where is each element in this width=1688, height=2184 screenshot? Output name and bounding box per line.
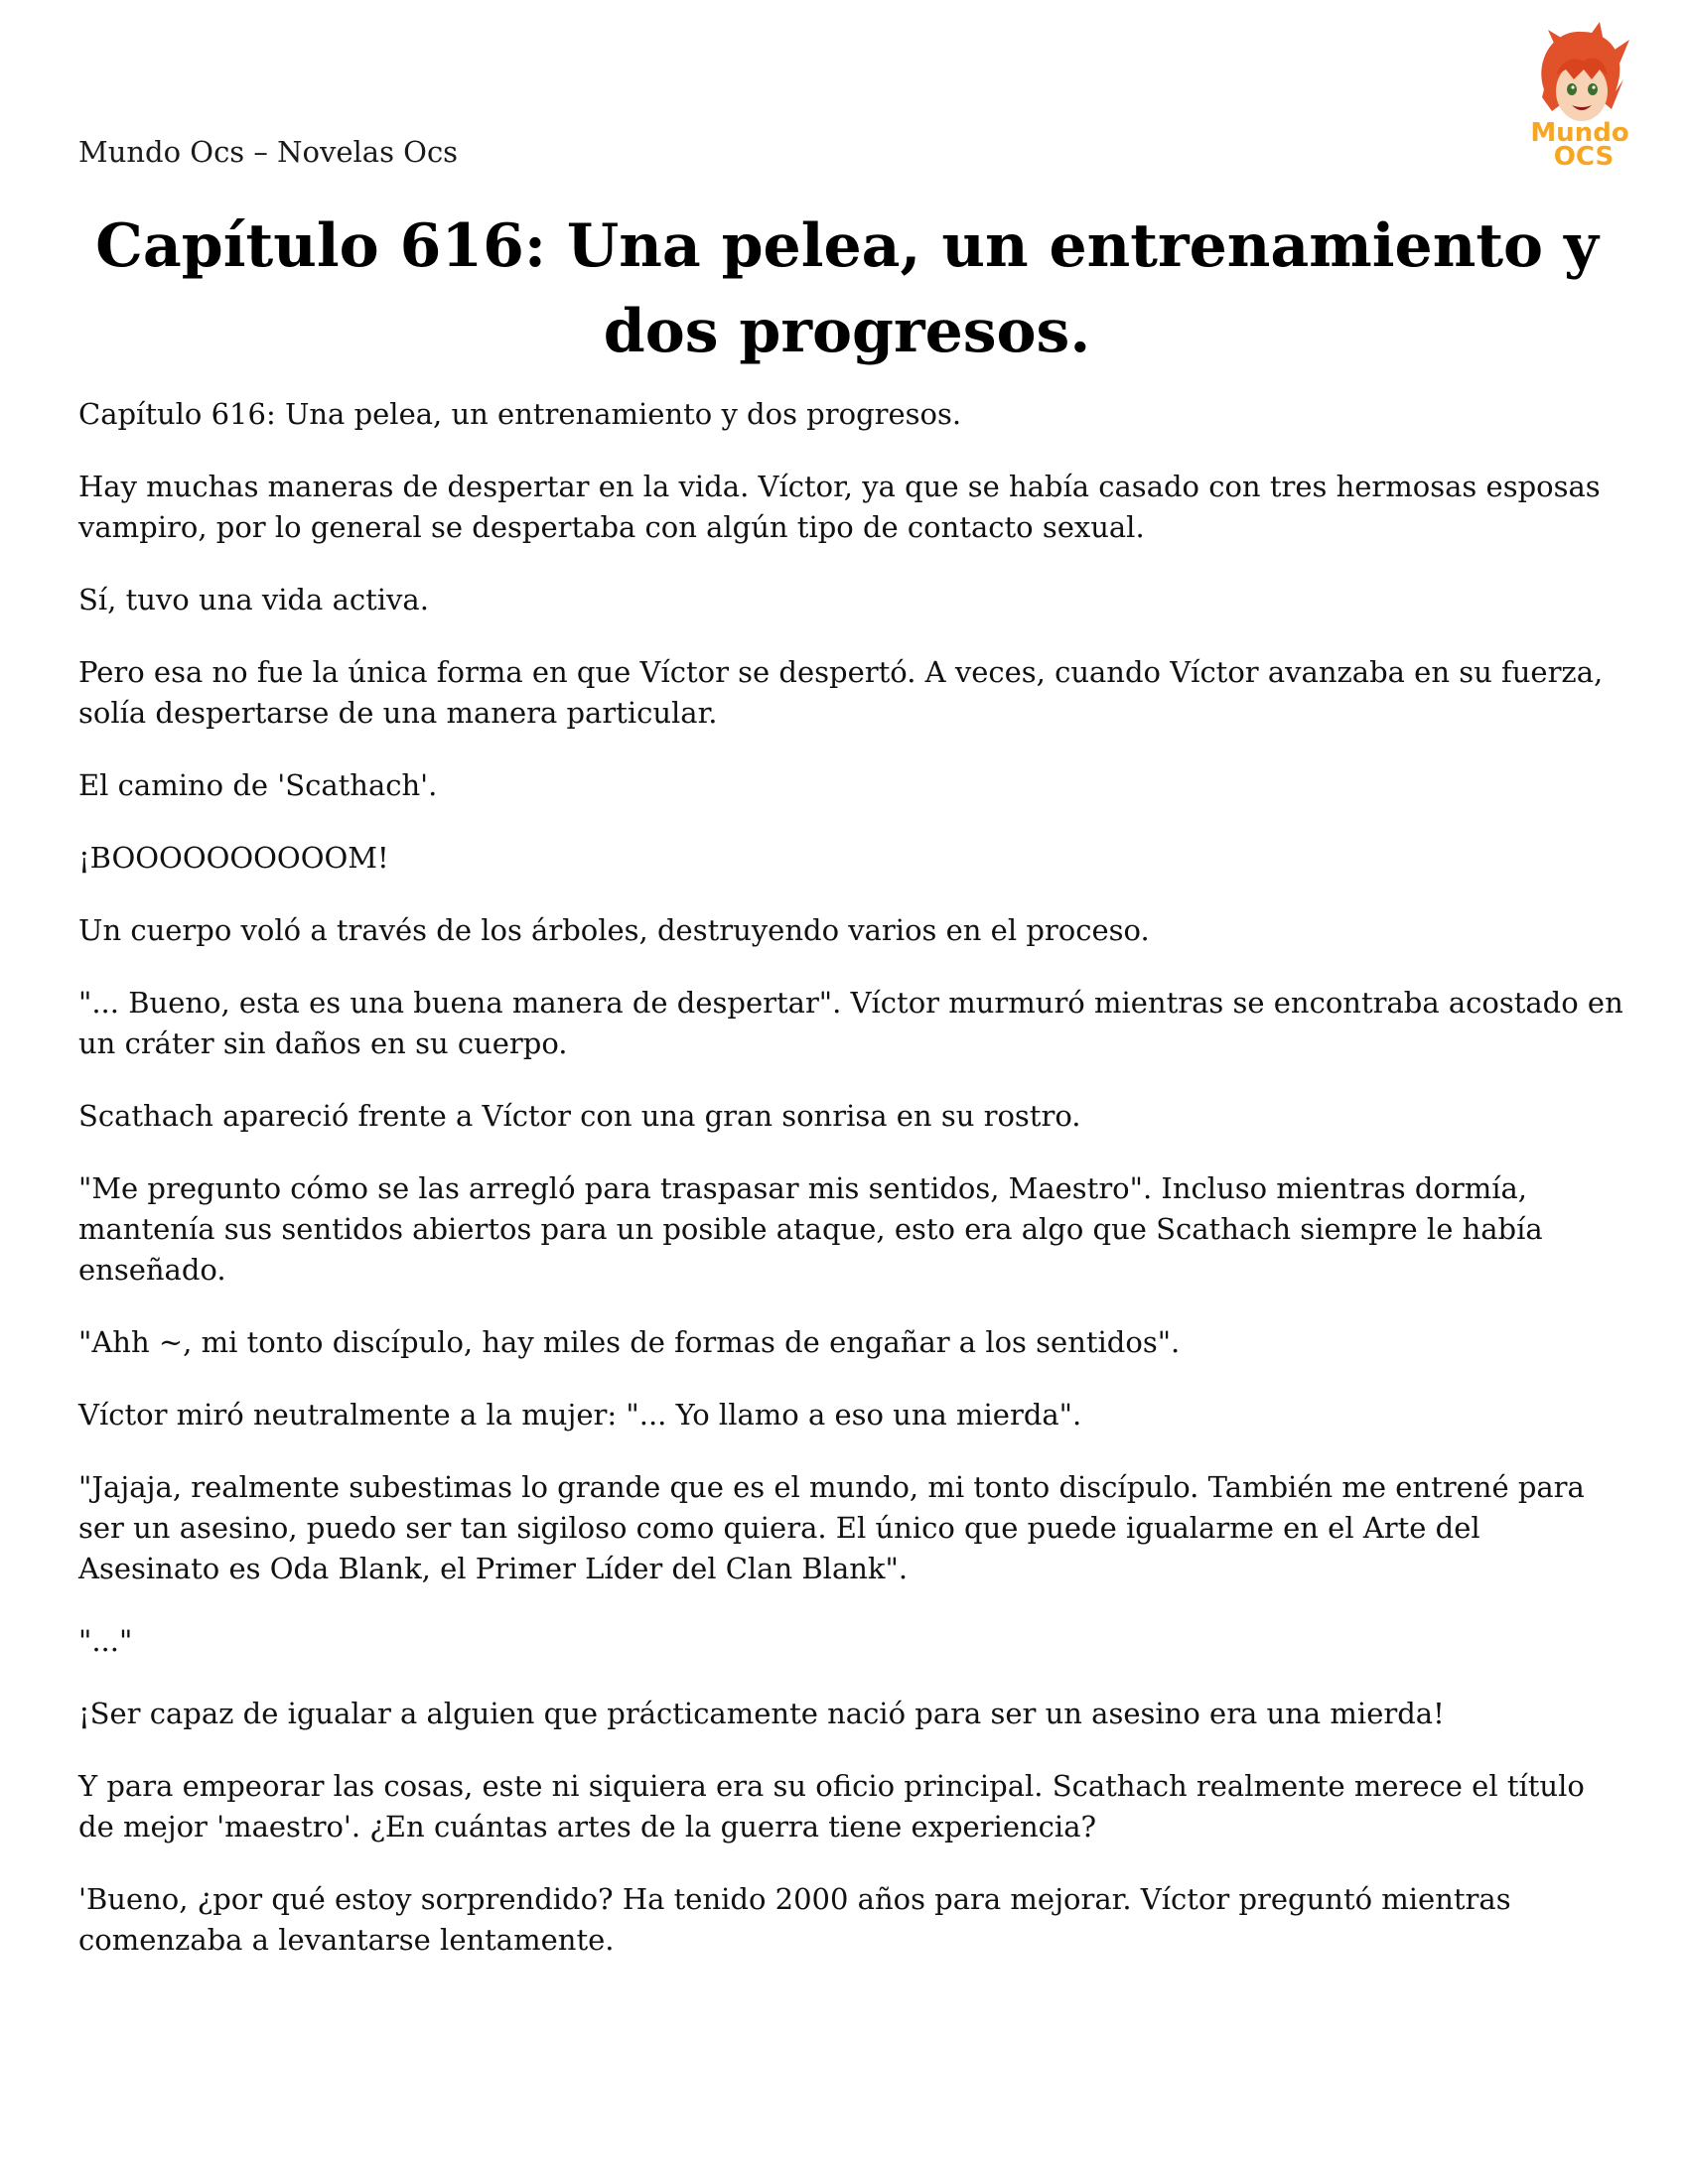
paragraph: Scathach apareció frente a Víctor con una gran sonrisa en su rostro. <box>78 1099 1081 1133</box>
paragraph: ¡Ser capaz de igualar a alguien que prácticamente nació para ser un asesino era una mierda! <box>78 1697 1445 1730</box>
paragraph: "Ahh ~, mi tonto discípulo, hay miles de formas de engañar a los sentidos". <box>78 1325 1181 1359</box>
svg-text:Mundo: Mundo <box>1530 118 1629 148</box>
paragraph: Capítulo 616: Una pelea, un entrenamiento y dos progresos. <box>78 397 962 431</box>
paragraph: Víctor miró neutralmente a la mujer: "... Yo llamo a eso una mierda". <box>78 1398 1082 1432</box>
paragraph: Un cuerpo voló a través de los árboles, destruyendo varios en el proceso. <box>78 913 1150 947</box>
chapter-body <box>78 394 1627 1992</box>
svg-text:OCS: OCS <box>1553 142 1615 169</box>
paragraph: "Me pregunto cómo se las arregló para traspasar mis sentidos, Maestro". Incluso mientras dormía, mantenía sus sentidos abiertos para un posible ataque, esto era algo que Scathach siempre le había enseñado. <box>78 1171 1543 1287</box>
paragraph: 'Bueno, ¿por qué estoy sorprendido? Ha tenido 2000 años para mejorar. Víctor preguntó mientras comenzaba a levantarse lentamente. <box>78 1882 1511 1957</box>
paragraph: El camino de 'Scathach'. <box>78 768 438 802</box>
chapter-title: Capítulo 616: Una pelea, un entrenamiento y dos progresos. <box>95 211 1599 366</box>
paragraph: "Jajaja, realmente subestimas lo grande que es el mundo, mi tonto discípulo. También me entrené para ser un asesino, puedo ser tan sigiloso como quiera. El único que puede igualarme en el Arte del Asesinato es Oda Blank, el Primer Líder del Clan Blank". <box>78 1470 1585 1585</box>
paragraph: "..." <box>78 1624 133 1658</box>
paragraph: Hay muchas maneras de despertar en la vida. Víctor, ya que se había casado con tres hermosas esposas vampiro, por lo general se despertaba con algún tipo de contacto sexual. <box>78 470 1601 544</box>
paragraph: Sí, tuvo una vida activa. <box>78 583 429 616</box>
paragraph: Y para empeorar las cosas, este ni siquiera era su oficio principal. Scathach realmente merece el título de mejor 'maestro'. ¿En cuántas artes de la guerra tiene experiencia? <box>78 1769 1585 1843</box>
paragraph: Pero esa no fue la única forma en que Víctor se despertó. A veces, cuando Víctor avanzaba en su fuerza, solía despertarse de una manera particular. <box>78 655 1604 730</box>
site-header: Mundo Ocs – Novelas Ocs <box>78 135 459 169</box>
paragraph: "... Bueno, esta es una buena manera de despertar". Víctor murmuró mientras se encontraba acostado en un cráter sin daños en su cuerpo. <box>78 986 1623 1060</box>
site-logo <box>1504 20 1653 169</box>
paragraph: ¡BOOOOOOOOOOM! <box>78 841 389 875</box>
logo-text <box>1530 118 1628 169</box>
